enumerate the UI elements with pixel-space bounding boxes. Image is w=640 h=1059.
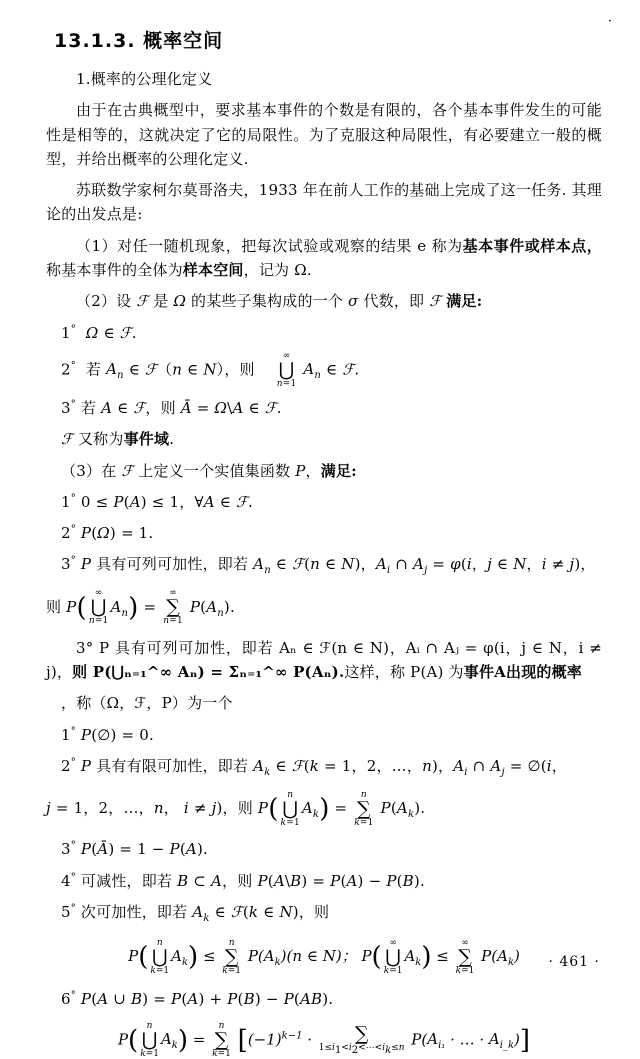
axiom-p-1: 1° 0 ≤ P(A) ≤ 1，∀A ∈ ℱ.: [61, 492, 253, 511]
axiom-f-1: 1° Ω ∈ ℱ.: [61, 323, 137, 342]
axiom-p-2: 2° P(Ω) = 1.: [61, 524, 154, 543]
item-1-part-a: （1）对任一随机现象，把每次试验或观察的结果 e 称为: [76, 236, 463, 255]
corner-mark: ·: [607, 14, 612, 29]
axiom-p-3-formula: 则 P( ∞ ⋃ n=1 $A_n$) = ∞ ∑ n=1 $P(A_n)$.: [46, 588, 235, 627]
property-1: 1° P(∅) = 0.: [61, 725, 155, 744]
probability-space-definition: [46, 636, 602, 685]
property-2: 2° P 具有有限可加性，即若 $A_k$ ∈ ℱ(k = 1，2，…，n)，$A_i$ ∩ $A_j$ = ∅(i，: [61, 756, 567, 778]
property-6: 6° P(A ∪ B) = P(A) + P(B) − P(AB).: [61, 990, 334, 1009]
item-1-elementary-event: [46, 234, 602, 283]
item-1-part-b: 基本事件或样本点，: [462, 236, 602, 255]
property-3: 3° P(Ā) = 1 − P(A).: [61, 840, 208, 859]
item-1-part-c: 称基本事件的全体为: [46, 261, 183, 280]
item-1-part-d: 样本空间: [182, 261, 244, 280]
psd-b: 则 P(⋃ₙ₌₁^∞ Aₙ) = Σₙ₌₁^∞ P(Aₙ).: [72, 663, 345, 682]
subsection-2-title: ，称（Ω，ℱ，P）为一个: [61, 694, 233, 713]
page-content: [46, 26, 602, 1059]
axiom-f-2: 2° 若 $A_n$ ∈ ℱ（n ∈ N），则 ∞ ⋃ n=1 $A_n$ ∈ ℱ.: [61, 350, 360, 389]
item-2-text-a: （2）设 ℱ 是 Ω 的某些子集构成的一个 σ 代数，即 ℱ: [76, 292, 442, 311]
paragraph-intro: 由于在古典概型中，要求基本事件的个数是有限的，各个基本事件发生的可能性是相等的，这就决定了它的局限性。为了克服这种局限性，有必要建立一般的概型，并给出概率的公理化定义.: [46, 101, 602, 168]
page-number: · 461 ·: [548, 954, 600, 970]
psd-a: 3° P 具有可列可加性，即若 Aₙ ∈ ℱ(n ∈ N)，Aᵢ ∩ Aⱼ = φ(i，j ∈ N，i ≠ j)，: [46, 638, 602, 682]
formula-subadditivity: P( n ⋃ k=1 $A_k$) ≤ n ∑ k=1 $P(A_k)(n$ ∈ N)； P( ∞ ⋃ k=1 $A_k$) ≤ ∞ ∑ k=1 $P(A_k)$: [128, 937, 520, 976]
subsection-1-title: 1.概率的公理化定义: [76, 70, 213, 88]
event-field-note: ℱ 又称为事件域.: [61, 430, 175, 449]
property-4: 4° 可减性，即若 B ⊂ A，则 P(A\B) = P(A) − P(B).: [61, 871, 425, 890]
psd-d: 事件A出现的概率: [463, 663, 583, 682]
psd-c: 这样，称 P(A) 为: [344, 663, 464, 682]
section-heading: 13.1.3. 概率空间: [54, 30, 224, 52]
axiom-f-3: 3° 若 A ∈ ℱ，则 Ā = Ω\A ∈ ℱ.: [61, 398, 282, 417]
item-3-measure: （3）在 ℱ 上定义一个实值集函数 P，满足:: [61, 461, 357, 480]
item-2-text-b: 满足:: [446, 292, 483, 311]
paragraph-kolmogorov: 苏联数学家柯尔莫哥洛夫，1933 年在前人工作的基础上完成了这一任务. 其理论的出发点是:: [46, 181, 602, 224]
property-5: 5° 次可加性，即若 $A_k$ ∈ ℱ(k ∈ N)，则: [61, 902, 330, 924]
item-2-sigma-algebra: [46, 289, 602, 313]
axiom-p-3: 3° P 具有可列可加性，即若 $A_n$ ∈ ℱ(n ∈ N)，$A_i$ ∩ $A_j = \varphi(i$，j ∈ N，i ≠ j)，: [61, 555, 596, 577]
item-1-part-e: ，记为 Ω.: [243, 261, 312, 280]
property-2-formula: j = 1，2，…，n， i ≠ j)，则 P( n ⋃ k=1 $A_k$) = n ∑ k=1 $P(A_k)$.: [46, 789, 426, 828]
formula-inclusion-exclusion: P( n ⋃ k=1 $A_k$) = n ∑ k=1 [$(-1)^{k-1}$ · ∑ 1≤i1<i2<⋯<ik≤n $P(A_{i_1}$ · … · $A_{i\_k}$)]: [117, 1020, 531, 1059]
